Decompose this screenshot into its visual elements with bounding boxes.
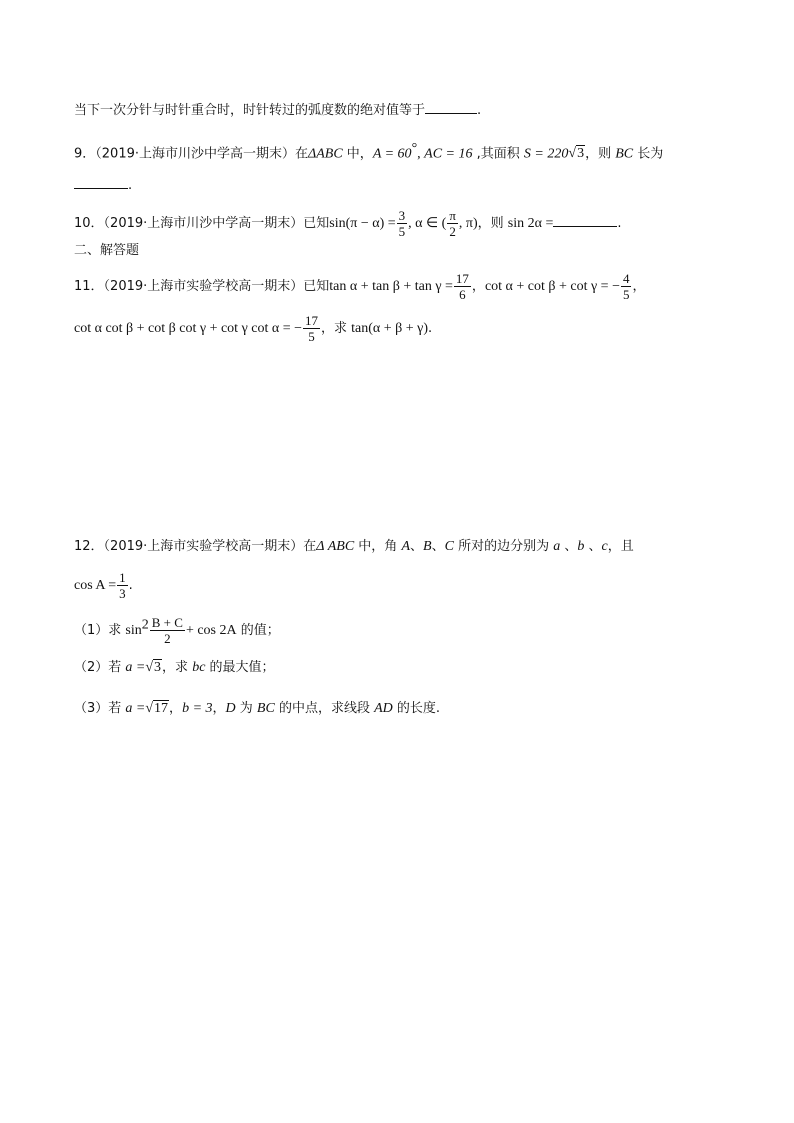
q12-cos-expr: cos A = — [74, 578, 117, 593]
q12-part-1: （1）求 $\sin^2$ $\frac{B + C}{2}$ + cos 2A 的值； — [74, 615, 280, 646]
q12-cos-frac: $\frac{1}{3}$ — [119, 570, 126, 601]
q12-line-1: 12．（2019·上海市实验学校高一期末）在Δ ABC 中，角 A、B、C 所对的边分别为 a 、b 、c，且 — [74, 539, 634, 554]
q10-sin-expr: sin(π − α) = — [329, 216, 396, 231]
q9-sqrt: √3 — [568, 146, 585, 162]
q9-side: AC = 16 — [424, 146, 473, 162]
q10-line: 10．（2019·上海市川沙中学高一期末）已知sin(π − α) = $\frac{3}{5}$ , α ∈ ( $\frac{\pi}{2}$ , π)，则 sin 2α = . — [74, 208, 622, 239]
q11-prefix: 11．（2019·上海市实验学校高一期末）已知 — [74, 279, 330, 294]
q8-tail-text: 当下一次分针与时针重合时，时针转过的弧度数的绝对值等于 — [74, 103, 426, 118]
q12-p2-sqrt: √3 — [145, 660, 162, 675]
section-heading: 二、解答题 — [74, 243, 140, 258]
q8-tail-line: 当下一次分针与时针重合时，时针转过的弧度数的绝对值等于 . — [74, 103, 482, 118]
q11-expr2: cot α + cot β + cot γ = − — [484, 279, 620, 294]
q9-triangle: ΔABC — [308, 146, 343, 162]
q10-fraction: $\frac{3}{5}$ — [398, 208, 406, 239]
q10-prefix: 10．（2019·上海市川沙中学高一期末）已知 — [74, 216, 330, 231]
q10-target: sin 2α = — [507, 216, 554, 231]
q11-target: tan(α + β + γ) — [351, 321, 429, 336]
q11-frac2: $\frac{4}{5}$ — [622, 271, 630, 302]
q11-line-2: cot α cot β + cot β cot γ + cot γ cot α = − $\frac{17}{5}$ ，求 tan(α + β + γ). — [74, 313, 433, 344]
q11-expr3: cot α cot β + cot β cot γ + cot γ cot α = − — [74, 321, 302, 336]
q9-answer-blank — [74, 176, 128, 189]
q12-part-3: （3）若 a =√17，b = 3，D 为 BC 的中点，求线段 AD 的长度. — [74, 699, 440, 719]
q11-frac3: $\frac{17}{5}$ — [305, 313, 318, 344]
q12-prefix: 12．（2019·上海市实验学校高一期末）在 — [74, 539, 317, 554]
q9-prefix: 9．（2019·上海市川沙中学高一期末）在 — [74, 146, 308, 162]
q8-answer-blank — [425, 101, 477, 114]
q11-frac1: $\frac{17}{6}$ — [455, 271, 469, 302]
q12-line-2: cos A = $\frac{1}{3}$ . — [74, 570, 133, 601]
q9-angle: A = 60 — [372, 146, 412, 162]
q12-part-2: （2）若 a =√3，求 bc 的最大值； — [74, 658, 275, 678]
q12-p3-sqrt: √17 — [145, 701, 169, 716]
q11-line-1: 11．（2019·上海市实验学校高一期末）已知tan α + tan β + tan γ = $\frac{17}{6}$ ，cot α + cot β + cot γ = − $\frac{4}{5}$ ， — [74, 271, 646, 302]
q9-answer-line: . — [74, 176, 132, 196]
q10-pi-fraction: $\frac{\pi}{2}$ — [449, 208, 456, 239]
q9-area: S = 220 — [523, 146, 569, 162]
q12-p1-frac: $\frac{B + C}{2}$ — [151, 615, 183, 646]
q11-expr1: tan α + tan β + tan γ = — [329, 279, 453, 294]
q10-answer-blank — [553, 214, 617, 227]
q9-line: 9．（2019·上海市川沙中学高一期末）在ΔABC 中，A = 60°, AC = 16 ,其面积 S = 220√3，则 BC 长为 — [74, 139, 663, 164]
